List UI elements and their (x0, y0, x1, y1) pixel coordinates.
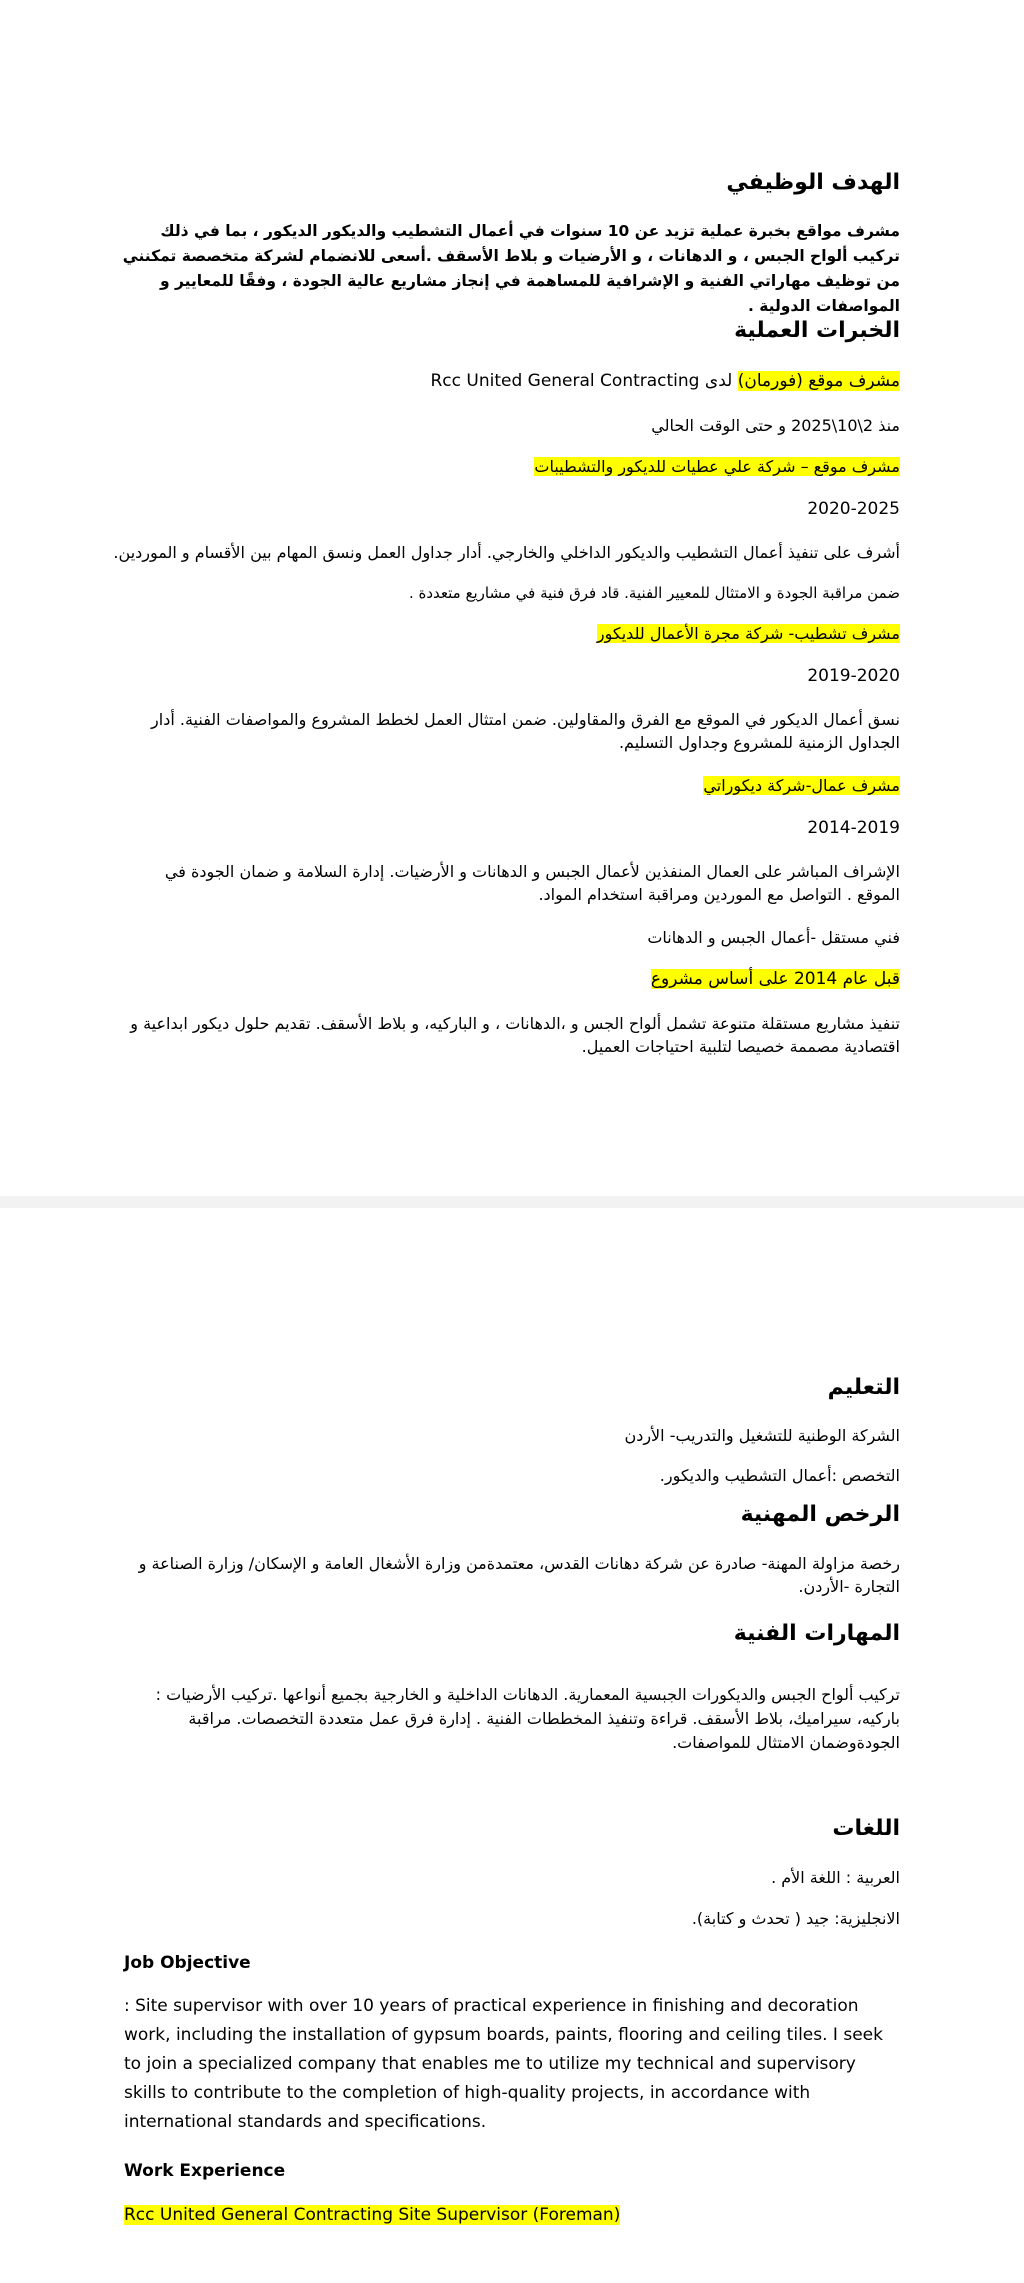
en-objective-text: : Site supervisor with over 10 years of practical experience in finishing and decoration work, including the installation of gypsum boards, paints, flooring and ceiling tiles. I seek to join a specialized company that enables me to utilize my technical and supervisory skills to contribute to the completion of high-quality projects, in accordance with international standards and specifications. (124, 1996, 883, 2132)
objective-text: مشرف مواقع بخبرة عملية تزيد عن 10 سنوات في أعمال التشطيب والديكور الديكور ، بما في ذلك تركيب ألواح الجبس ، و الدهانات ، و الأرضيات و بلاط الأسقف .أسعى للانضمام لشركة متخصصة تمكنني من توظيف مهاراتي الفنية و الإشرافية للمساهمة في إنجاز مشاريع عالية الجودة ، وفقًا للمعايير و المواصفات الدولية . (122, 222, 900, 315)
job-period: 2019-2020 (807, 666, 900, 686)
experience-heading: الخبرات العملية (734, 318, 900, 343)
education-heading: التعليم (827, 1375, 900, 1400)
job-period: 2014-2019 (807, 818, 900, 838)
job-title-highlight: مشرف موقع – شركة علي عطيات للديكور والتشطيبات (534, 457, 900, 476)
job-company: لدى Rcc United General Contracting (430, 371, 738, 391)
job-description: الإشراف المباشر على العمال المنفذين لأعمال الجبس و الدهانات و الأرضيات. إدارة السلامة و ضمان الجودة في الموقع . التواصل مع الموردين ومراقبة استخدام المواد. (164, 862, 900, 904)
language-line: الانجليزية: جيد ( تحدث و كتابة). (691, 1909, 900, 1928)
job-title-highlight: مشرف موقع (فورمان) (737, 371, 900, 391)
job-title (120, 370, 900, 393)
education-line: الشركة الوطنية للتشغيل والتدريب- الأردن (624, 1426, 900, 1445)
job-title (120, 968, 900, 991)
en-job-title (124, 2201, 904, 2230)
job-description: ضمن مراقبة الجودة و الامتثال للمعيير الفنية. قاد فرق فنية في مشاريع متعددة . (408, 584, 900, 602)
en-job-title-highlight: Rcc United General Contracting Site Supervisor (Foreman) (124, 2205, 621, 2225)
language-line: العربية : اللغة الأم . (771, 1868, 900, 1887)
education-line: التخصص :أعمال التشطيب والديكور. (659, 1466, 900, 1485)
en-objective-heading: Job Objective (124, 1953, 251, 1973)
job-title (120, 774, 900, 797)
licenses-heading: الرخص المهنية (740, 1502, 900, 1527)
en-experience-heading: Work Experience (124, 2161, 286, 2181)
job-description: نسق أعمال الديكور في الموقع مع الفرق والمقاولين. ضمن امتثال العمل لخطط المشروع والمواصفات الفنية. أدار الجداول الزمنية للمشروع وجداول التسليم. (151, 710, 900, 752)
job-period: منذ 2\10\2025 و حتى الوقت الحالي (651, 416, 900, 435)
languages-heading: اللغات (832, 1816, 900, 1841)
resume-page-2 (0, 1208, 1024, 2283)
skills-heading: المهارات الفنية (733, 1621, 900, 1646)
job-title (120, 455, 900, 478)
skills-text: تركيب ألواح الجبس والديكورات الجبسية المعمارية. الدهانات الداخلية و الخارجية بجميع أنواعها .تركيب الأرضيات : باركيه، سيراميك، بلاط الأسقف. قراءة وتنفيذ المخططات الفنية . إدارة فرق عمل متعددة التخصصات. مراقبة الجودةوضمان الامتثال للمواصفات. (155, 1685, 900, 1752)
job-period: 2020-2025 (807, 499, 900, 519)
job-title-highlight: مشرف عمال-شركة ديكوراتي (703, 776, 900, 795)
job-description: أشرف على تنفيذ أعمال التشطيب والديكور الداخلي والخارجي. أدار جداول العمل ونسق المهام بين الأقسام و الموردين. (113, 543, 900, 562)
job-description: فني مستقل -أعمال الجبس و الدهانات (647, 928, 900, 947)
job-title-highlight: مشرف تشطيب- شركة مجرة الأعمال للديكور (596, 624, 900, 643)
job-description: تنفيذ مشاريع مستقلة متنوعة تشمل ألواح الجس و ،الدهانات ، و الباركيه، و بلاط الأسقف. تقديم حلول ديكور ابداعية و اقتصادية مصممة خصيصا لتلبية احتياجات العميل. (130, 1014, 900, 1056)
licenses-text: رخصة مزاولة المهنة- صادرة عن شركة دهانات القدس، معتمدةمن وزارة الأشغال العامة و الإسكان/ وزارة الصناعة و التجارة -الأردن. (138, 1554, 900, 1596)
job-title (120, 622, 900, 645)
objective-heading: الهدف الوظيفي (726, 170, 900, 195)
job-title-highlight: قبل عام 2014 على أساس مشروع (650, 969, 900, 989)
